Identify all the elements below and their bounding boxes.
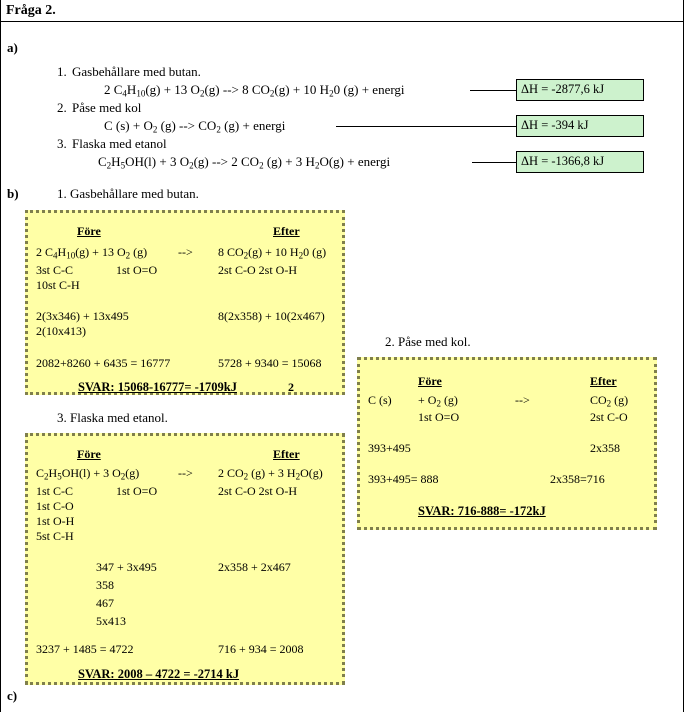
worked-box-ethanol (25, 433, 345, 685)
box3-row5-left: 5st C-H (36, 529, 74, 543)
list-item-1-name: Gasbehållare med butan. (72, 64, 201, 79)
box2-row2-mid: 1st O=O (418, 410, 460, 424)
box3-row9-left: 5x413 (96, 614, 126, 628)
section-label-b: b) (7, 186, 19, 201)
box2-row1-arrow: --> (515, 393, 530, 407)
box1-row4-right: 8(2x358) + 10(2x467) (218, 309, 325, 323)
box3-row1-left: $C_2H_5OH(l) + 3$ $O_2(g)$ (36, 466, 140, 482)
box3-answer: SVAR: 2008 – 4722 = -2714 kJ (78, 667, 240, 681)
box3-row2-right: 2st C-O 2st O-H (218, 484, 298, 498)
box2-col-before: Före (418, 374, 442, 388)
box1-row3-left: 10st C-H (36, 278, 80, 292)
box1-row2-left: 3st C-C (36, 263, 74, 277)
box2-row4-arrow: 2x358=716 (550, 472, 605, 486)
box3-row4-left: 1st O-H (36, 514, 75, 528)
box1-col-after: Efter (273, 224, 300, 238)
worked-box-coal (357, 357, 657, 530)
box1-col-before: Före (77, 224, 101, 238)
dh-box-butane: ΔH = -2877,6 kJ (516, 79, 644, 101)
box3-row7-left: 358 (96, 578, 114, 592)
page-left-border (0, 0, 1, 712)
list-item-3-name: Flaska med etanol (72, 136, 167, 151)
box1-answer: SVAR: 15068-16777= -1709kJ (78, 380, 237, 394)
box2-row1-left: C (s) (368, 393, 392, 407)
box3-row6-left: 347 + 3x495 (96, 560, 157, 574)
box2-answer: SVAR: 716-888= -172kJ (418, 504, 546, 518)
box2-row1-mid: + $O_2$ (g) (418, 393, 458, 409)
box1-row6-right: 5728 + 9340 = 15068 (218, 356, 322, 370)
box2-row2-right: 2st C-O (590, 410, 628, 424)
leader-line-3 (472, 162, 516, 163)
box2-row3-left: 393+495 (368, 441, 411, 455)
section-label-a: a) (7, 40, 18, 55)
dh-box-ethanol: ΔH = -1366,8 kJ (516, 151, 644, 173)
box2-row3-right: 2x358 (590, 441, 620, 455)
list-item-3-number: 3. (57, 136, 67, 151)
box1-heading: 1. Gasbehållare med butan. (57, 186, 199, 201)
box3-row6-right: 2x358 + 2x467 (218, 560, 291, 574)
leader-line-1 (470, 90, 516, 91)
box2-row1-right: $CO_2$ (g) (590, 393, 629, 409)
section-label-c: c) (7, 688, 18, 703)
leader-line-2 (336, 126, 516, 127)
box2-row4-left: 393+495= 888 (368, 472, 439, 486)
box1-row1-right: 8 $CO_2(g) + 10$ $H_20$ (g) (218, 245, 327, 261)
box3-row10-right: 716 + 934 = 2008 (218, 642, 304, 656)
box1-row4-left: 2(3x346) + 13x495 (36, 309, 129, 323)
box1-row5-left: 2(10x413) (36, 324, 86, 338)
worked-box-butane (25, 210, 345, 395)
list-item-2-number: 2. (57, 100, 67, 115)
page-title: Fråga 2. (6, 3, 56, 18)
page-top-rule (0, 21, 683, 22)
box1-row2-mid: 1st O=O (116, 263, 158, 277)
equation-coal: C $(s) + O_2$ (g) --> $CO_2$ (g) + energi (104, 118, 286, 135)
box1-row1-left: 2 $C_4H_{10}(g) + 13$ $O_2$ (g) (36, 245, 148, 261)
equation-ethanol: $C_2H_5OH(l) + 3$ $O_2(g)$ --> 2 $CO_2$ (g) + 3 $H_2O(g)$ + energi (98, 154, 391, 171)
box1-row2-right: 2st C-O 2st O-H (218, 263, 298, 277)
page-right-border (683, 0, 684, 712)
equation-butane: 2 $C_4H_{10}(g) + 13$ $O_2(g)$ --> 8 $CO_2(g) + 10$ $H_20$ (g) + energi (104, 82, 405, 99)
box1-answer-extra: 2 (288, 380, 294, 394)
box3-heading: 3. Flaska med etanol. (57, 410, 168, 425)
box1-row1-arrow: --> (178, 245, 193, 259)
box3-row2-left: 1st C-C (36, 484, 74, 498)
box3-row1-arrow: --> (178, 466, 193, 480)
dh-box-coal: ΔH = -394 kJ (516, 115, 644, 137)
box3-row3-left: 1st C-O (36, 499, 74, 513)
box2-col-after: Efter (590, 374, 617, 388)
box3-row1-right: 2 $CO_2$ (g) + 3 $H_2O(g)$ (218, 466, 323, 482)
box3-row8-left: 467 (96, 596, 114, 610)
box3-col-after: Efter (273, 447, 300, 461)
box2-heading: 2. Påse med kol. (385, 334, 471, 349)
box3-col-before: Före (77, 447, 101, 461)
box3-row2-mid: 1st O=O (116, 484, 158, 498)
list-item-1-number: 1. (57, 64, 67, 79)
box1-row6-left: 2082+8260 + 6435 = 16777 (36, 356, 171, 370)
box3-row10-left: 3237 + 1485 = 4722 (36, 642, 134, 656)
list-item-2-name: Påse med kol (72, 100, 142, 115)
